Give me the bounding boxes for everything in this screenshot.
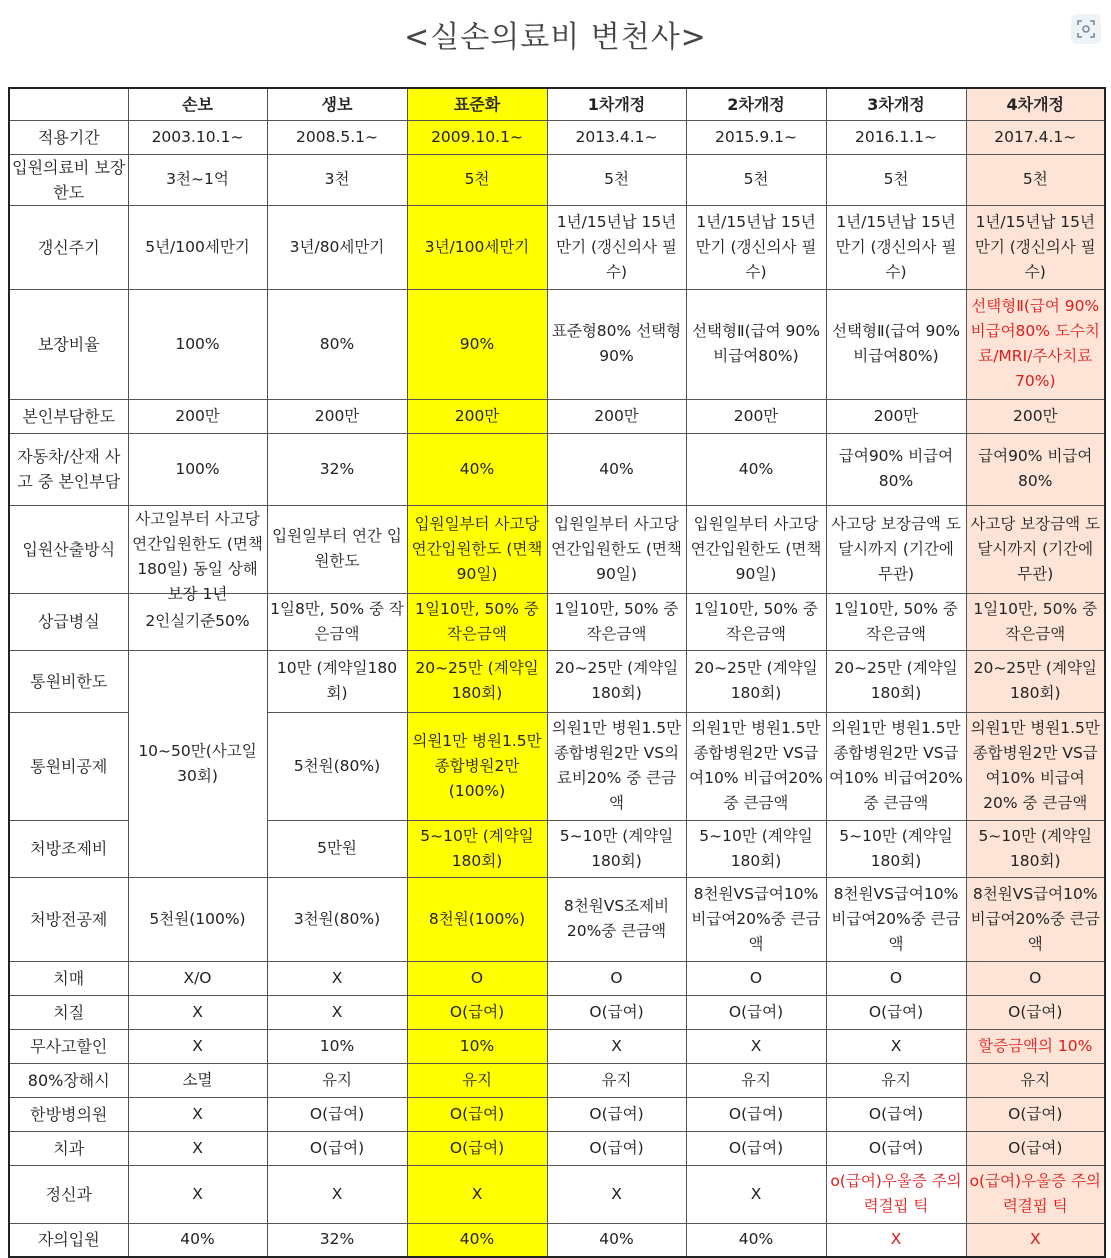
table-row <box>9 1097 1105 1131</box>
table-cell: O(급여) <box>966 1097 1105 1131</box>
table-cell: 2016.1.1~ <box>826 120 966 154</box>
table-row <box>9 1063 1105 1097</box>
table-cell: 1일8만, 50% 중 작은금액 <box>267 593 407 650</box>
table-cell: X <box>547 1029 686 1063</box>
table-cell: O(급여) <box>267 1097 407 1131</box>
table-cell: 5천원(80%) <box>267 712 407 820</box>
table-cell: O(급여) <box>686 1097 826 1131</box>
table-cell: 1년/15년납 15년 만기 (갱신의사 필수) <box>966 205 1105 289</box>
table-cell: 8천원VS급여10% 비급여20%중 큰금액 <box>966 877 1105 961</box>
table-row <box>9 205 1105 289</box>
table-cell: 90% <box>407 289 547 399</box>
table-cell: 1년/15년납 15년 만기 (갱신의사 필수) <box>686 205 826 289</box>
table-cell: 10% <box>267 1029 407 1063</box>
table-cell: O(급여) <box>826 1131 966 1165</box>
table-cell: 의원1만 병원1.5만 종합병원2만 VS의료비20% 중 큰금액 <box>547 712 686 820</box>
column-header-standard: 표준화 <box>407 88 547 120</box>
table-cell: 입원일부터 사고당 연간입원한도 (면책90일) <box>686 505 826 593</box>
table-cell: 입원일부터 사고당 연간입원한도 (면책90일) <box>547 505 686 593</box>
table-cell: 2인실기준50% <box>128 593 267 650</box>
table-cell: 2008.5.1~ <box>267 120 407 154</box>
table-cell: 3년/80세만기 <box>267 205 407 289</box>
table-row <box>9 1165 1105 1223</box>
page-title: <실손의료비 변천사> <box>404 20 707 55</box>
table-cell: O <box>966 961 1105 995</box>
table-cell: O(급여) <box>826 995 966 1029</box>
row-label: 처방전공제 <box>9 877 128 961</box>
table-cell: 유지 <box>686 1063 826 1097</box>
table-cell: 20~25만 (계약일180회) <box>966 650 1105 712</box>
table-cell: X <box>128 1029 267 1063</box>
table-cell: o(급여)우울증 주의력결핍 틱 <box>826 1165 966 1223</box>
table-cell: 1일10만, 50% 중 작은금액 <box>686 593 826 650</box>
table-cell: 200만 <box>267 399 407 433</box>
table-cell: 200만 <box>407 399 547 433</box>
column-header-rev4: 4차개정 <box>966 88 1105 120</box>
table-cell: O(급여) <box>547 1131 686 1165</box>
table-cell: O <box>407 961 547 995</box>
row-label: 치질 <box>9 995 128 1029</box>
table-cell: 100% <box>128 433 267 505</box>
table-cell: X/O <box>128 961 267 995</box>
table-row <box>9 961 1105 995</box>
column-header-sonbo: 손보 <box>128 88 267 120</box>
table-cell: 의원1만 병원1.5만 종합병원2만 (100%) <box>407 712 547 820</box>
table-cell: 40% <box>407 1223 547 1257</box>
table-cell: 40% <box>686 433 826 505</box>
table-cell: 8천원VS급여10% 비급여20%중 큰금액 <box>686 877 826 961</box>
lens-icon-button[interactable] <box>1071 14 1101 44</box>
table-cell: 의원1만 병원1.5만 종합병원2만 VS급여10% 비급여20% 중 큰금액 <box>686 712 826 820</box>
table-row <box>9 120 1105 154</box>
table-cell: X <box>267 961 407 995</box>
table-cell: 5천 <box>407 154 547 205</box>
table-cell: 의원1만 병원1.5만 종합병원2만 VS급여10% 비급여20% 중 큰금액 <box>966 712 1105 820</box>
table-cell: 200만 <box>128 399 267 433</box>
table-row <box>9 877 1105 961</box>
header-row <box>9 88 1105 120</box>
table-cell: 32% <box>267 1223 407 1257</box>
table-cell: 200만 <box>966 399 1105 433</box>
table-row <box>9 1029 1105 1063</box>
table-row <box>9 650 1105 712</box>
row-label: 무사고할인 <box>9 1029 128 1063</box>
table-cell: O(급여) <box>966 1131 1105 1165</box>
cell-text: 사고일부터 사고당 연간입원한도 (면책180일) 동일 상해보장 1년 <box>132 510 263 603</box>
row-label: 80%장해시 <box>9 1063 128 1097</box>
merged-cell: 10~50만(사고일 30회) <box>128 650 267 877</box>
table-row <box>9 399 1105 433</box>
lens-icon <box>1076 19 1096 39</box>
table-cell: 1일10만, 50% 중 작은금액 <box>966 593 1105 650</box>
row-label: 자동차/산재 사고 중 본인부담 <box>9 433 128 505</box>
table-cell: X <box>407 1165 547 1223</box>
table-cell: 1일10만, 50% 중 작은금액 <box>547 593 686 650</box>
table-cell: O(급여) <box>686 1131 826 1165</box>
table-cell: 40% <box>547 433 686 505</box>
table-cell: 5~10만 (계약일180회) <box>686 820 826 877</box>
table-cell: 40% <box>128 1223 267 1257</box>
table-cell: 1일10만, 50% 중 작은금액 <box>407 593 547 650</box>
row-label: 처방조제비 <box>9 820 128 877</box>
table-cell: 사고당 보장금액 도달시까지 (기간에 무관) <box>826 505 966 593</box>
table-cell: 10% <box>407 1029 547 1063</box>
table-row <box>9 154 1105 205</box>
table-cell: o(급여)우울증 주의력결핍 틱 <box>966 1165 1105 1223</box>
table-cell: 20~25만 (계약일180회) <box>407 650 547 712</box>
corner-header <box>9 88 128 120</box>
table-cell: 5천 <box>826 154 966 205</box>
table-cell: 선택형Ⅱ(급여 90% 비급여80% 도수치료/MRI/주사치료70%) <box>966 289 1105 399</box>
table-cell: 유지 <box>267 1063 407 1097</box>
table-cell: X <box>547 1165 686 1223</box>
table-cell: X <box>966 1223 1105 1257</box>
table-cell: 소멸 <box>128 1063 267 1097</box>
table-cell: O <box>547 961 686 995</box>
table-cell: 2013.4.1~ <box>547 120 686 154</box>
table-cell: 8천원(100%) <box>407 877 547 961</box>
table-cell: 200만 <box>547 399 686 433</box>
table-cell: 5천 <box>686 154 826 205</box>
table-cell: 사고당 보장금액 도달시까지 (기간에 무관) <box>966 505 1105 593</box>
row-label: 통원비공제 <box>9 712 128 820</box>
table-cell: X <box>128 1131 267 1165</box>
table-cell: X <box>826 1029 966 1063</box>
column-header-rev1: 1차개정 <box>547 88 686 120</box>
row-label: 입원산출방식 <box>9 505 128 593</box>
table-cell: 할증금액의 10% <box>966 1029 1105 1063</box>
table-row <box>9 505 1105 593</box>
table-cell: 급여90% 비급여 80% <box>966 433 1105 505</box>
table-cell: 20~25만 (계약일180회) <box>826 650 966 712</box>
table-cell: O(급여) <box>547 995 686 1029</box>
table-cell: 32% <box>267 433 407 505</box>
table-cell: 표준형80% 선택형90% <box>547 289 686 399</box>
table-cell: 입원일부터 연간 입원한도 <box>267 505 407 593</box>
table-cell: 5천원(100%) <box>128 877 267 961</box>
row-label: 갱신주기 <box>9 205 128 289</box>
table-cell: 5~10만 (계약일180회) <box>826 820 966 877</box>
table-cell: 5년/100세만기 <box>128 205 267 289</box>
table-cell: 5~10만 (계약일180회) <box>966 820 1105 877</box>
table-cell: O(급여) <box>547 1097 686 1131</box>
table-cell: 2003.10.1~ <box>128 120 267 154</box>
table-cell: X <box>128 995 267 1029</box>
table-cell: 3천~1억 <box>128 154 267 205</box>
table-cell: X <box>128 1097 267 1131</box>
row-label: 본인부담한도 <box>9 399 128 433</box>
table-cell: 5천 <box>966 154 1105 205</box>
table-cell: X <box>686 1029 826 1063</box>
table-cell: 의원1만 병원1.5만 종합병원2만 VS급여10% 비급여20% 중 큰금액 <box>826 712 966 820</box>
table-cell: O <box>686 961 826 995</box>
row-label: 입원의료비 보장한도 <box>9 154 128 205</box>
table-cell: X <box>267 1165 407 1223</box>
row-label: 치과 <box>9 1131 128 1165</box>
table-cell: 100% <box>128 289 267 399</box>
table-cell: O(급여) <box>686 995 826 1029</box>
table-cell: 8천원VS조제비 20%중 큰금액 <box>547 877 686 961</box>
row-label: 치매 <box>9 961 128 995</box>
table-cell: 3천원(80%) <box>267 877 407 961</box>
row-label: 보장비율 <box>9 289 128 399</box>
row-label: 정신과 <box>9 1165 128 1223</box>
table-cell: 5~10만 (계약일180회) <box>547 820 686 877</box>
row-label: 통원비한도 <box>9 650 128 712</box>
table-cell: X <box>686 1165 826 1223</box>
table-cell: 40% <box>407 433 547 505</box>
table-cell: 입원일부터 사고당 연간입원한도 (면책90일) <box>407 505 547 593</box>
table-cell: 선택형Ⅱ(급여 90% 비급여80%) <box>826 289 966 399</box>
table-cell: O(급여) <box>267 1131 407 1165</box>
table-row <box>9 289 1105 399</box>
table-cell: 5만원 <box>267 820 407 877</box>
comparison-table <box>8 87 1106 1258</box>
table-cell: 3년/100세만기 <box>407 205 547 289</box>
table-cell: 1년/15년납 15년 만기 (갱신의사 필수) <box>826 205 966 289</box>
table-cell: 유지 <box>966 1063 1105 1097</box>
table-cell: 유지 <box>547 1063 686 1097</box>
table-cell: 유지 <box>407 1063 547 1097</box>
column-header-rev2: 2차개정 <box>686 88 826 120</box>
table-row <box>9 995 1105 1029</box>
table-cell: 2015.9.1~ <box>686 120 826 154</box>
table-cell: 3천 <box>267 154 407 205</box>
table-cell: 20~25만 (계약일180회) <box>686 650 826 712</box>
table-cell: 유지 <box>826 1063 966 1097</box>
row-label: 자의입원 <box>9 1223 128 1257</box>
table-cell: 10만 (계약일180회) <box>267 650 407 712</box>
table-cell: 80% <box>267 289 407 399</box>
row-label: 상급병실 <box>9 593 128 650</box>
table-cell: X <box>267 995 407 1029</box>
table-cell: O <box>826 961 966 995</box>
table-cell: 1일10만, 50% 중 작은금액 <box>826 593 966 650</box>
table-row <box>9 1131 1105 1165</box>
table-cell <box>128 505 267 603</box>
table-cell: O(급여) <box>966 995 1105 1029</box>
row-label: 한방병의원 <box>9 1097 128 1131</box>
row-label: 적용기간 <box>9 120 128 154</box>
table-cell: O(급여) <box>407 995 547 1029</box>
column-header-saengbo: 생보 <box>267 88 407 120</box>
table-cell: 선택형Ⅱ(급여 90% 비급여80%) <box>686 289 826 399</box>
column-header-rev3: 3차개정 <box>826 88 966 120</box>
table-cell: 급여90% 비급여 80% <box>826 433 966 505</box>
table-cell: 200만 <box>826 399 966 433</box>
table-cell: 2009.10.1~ <box>407 120 547 154</box>
table-row <box>9 1223 1105 1257</box>
table-cell: 200만 <box>686 399 826 433</box>
table-cell: 40% <box>547 1223 686 1257</box>
table-cell: 5천 <box>547 154 686 205</box>
table-cell: X <box>826 1223 966 1257</box>
table-cell: 20~25만 (계약일180회) <box>547 650 686 712</box>
table-cell: O(급여) <box>407 1131 547 1165</box>
table-row <box>9 433 1105 505</box>
table-cell: 1년/15년납 15년만기 (갱신의사 필수) <box>547 205 686 289</box>
table-cell: 8천원VS급여10% 비급여20%중 큰금액 <box>826 877 966 961</box>
table-cell: 40% <box>686 1223 826 1257</box>
table-cell: 5~10만 (계약일180회) <box>407 820 547 877</box>
table-cell: O(급여) <box>407 1097 547 1131</box>
table-cell: 2017.4.1~ <box>966 120 1105 154</box>
table-cell: X <box>128 1165 267 1223</box>
table-cell: O(급여) <box>826 1097 966 1131</box>
